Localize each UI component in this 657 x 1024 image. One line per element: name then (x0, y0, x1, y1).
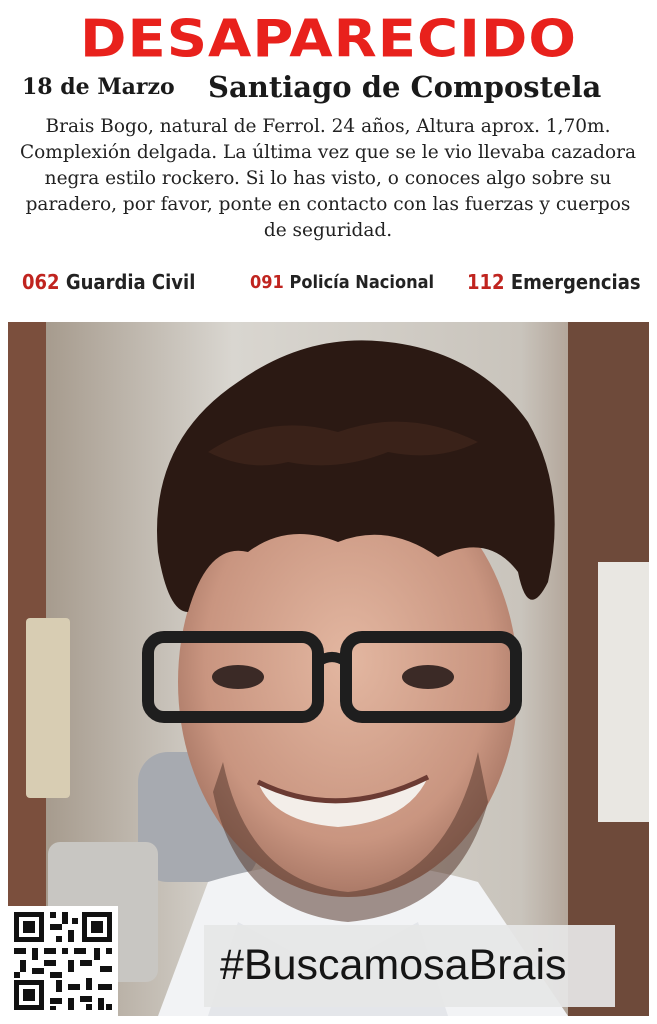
phone-label: Guardia Civil (65, 270, 196, 294)
qr-code-graphic (8, 906, 118, 1016)
phone-guardia-civil (22, 270, 195, 294)
qr-code-icon (8, 906, 118, 1016)
hashtag-box (204, 925, 615, 1007)
poster-title: DESAPARECIDO (79, 9, 578, 70)
hashtag-text: #BuscamosaBrais (220, 941, 567, 989)
phone-label: Policía Nacional (289, 272, 435, 293)
contact-phones (0, 266, 657, 300)
description-text: Brais Bogo, natural de Ferrol. 24 años, Altura aprox. 1,70m. Complexión delgada. La última vez que se le vio llevaba cazadora negra estilo rockero. Si lo has visto, o conoces algo sobre su paradero, por favor, ponte en contacto con las fuerzas y cuerpos de seguridad. (20, 116, 636, 241)
date-place-line (22, 70, 652, 106)
phone-label: Emergencias (510, 270, 641, 294)
missing-place: Santiago de Compostela (208, 70, 602, 104)
phone-policia-nacional (250, 272, 434, 293)
phone-emergencias (467, 270, 641, 294)
phone-number: 091 (250, 272, 284, 293)
missing-date: 18 de Marzo (22, 74, 175, 100)
phone-number: 062 (22, 270, 60, 294)
phone-number: 112 (467, 270, 505, 294)
